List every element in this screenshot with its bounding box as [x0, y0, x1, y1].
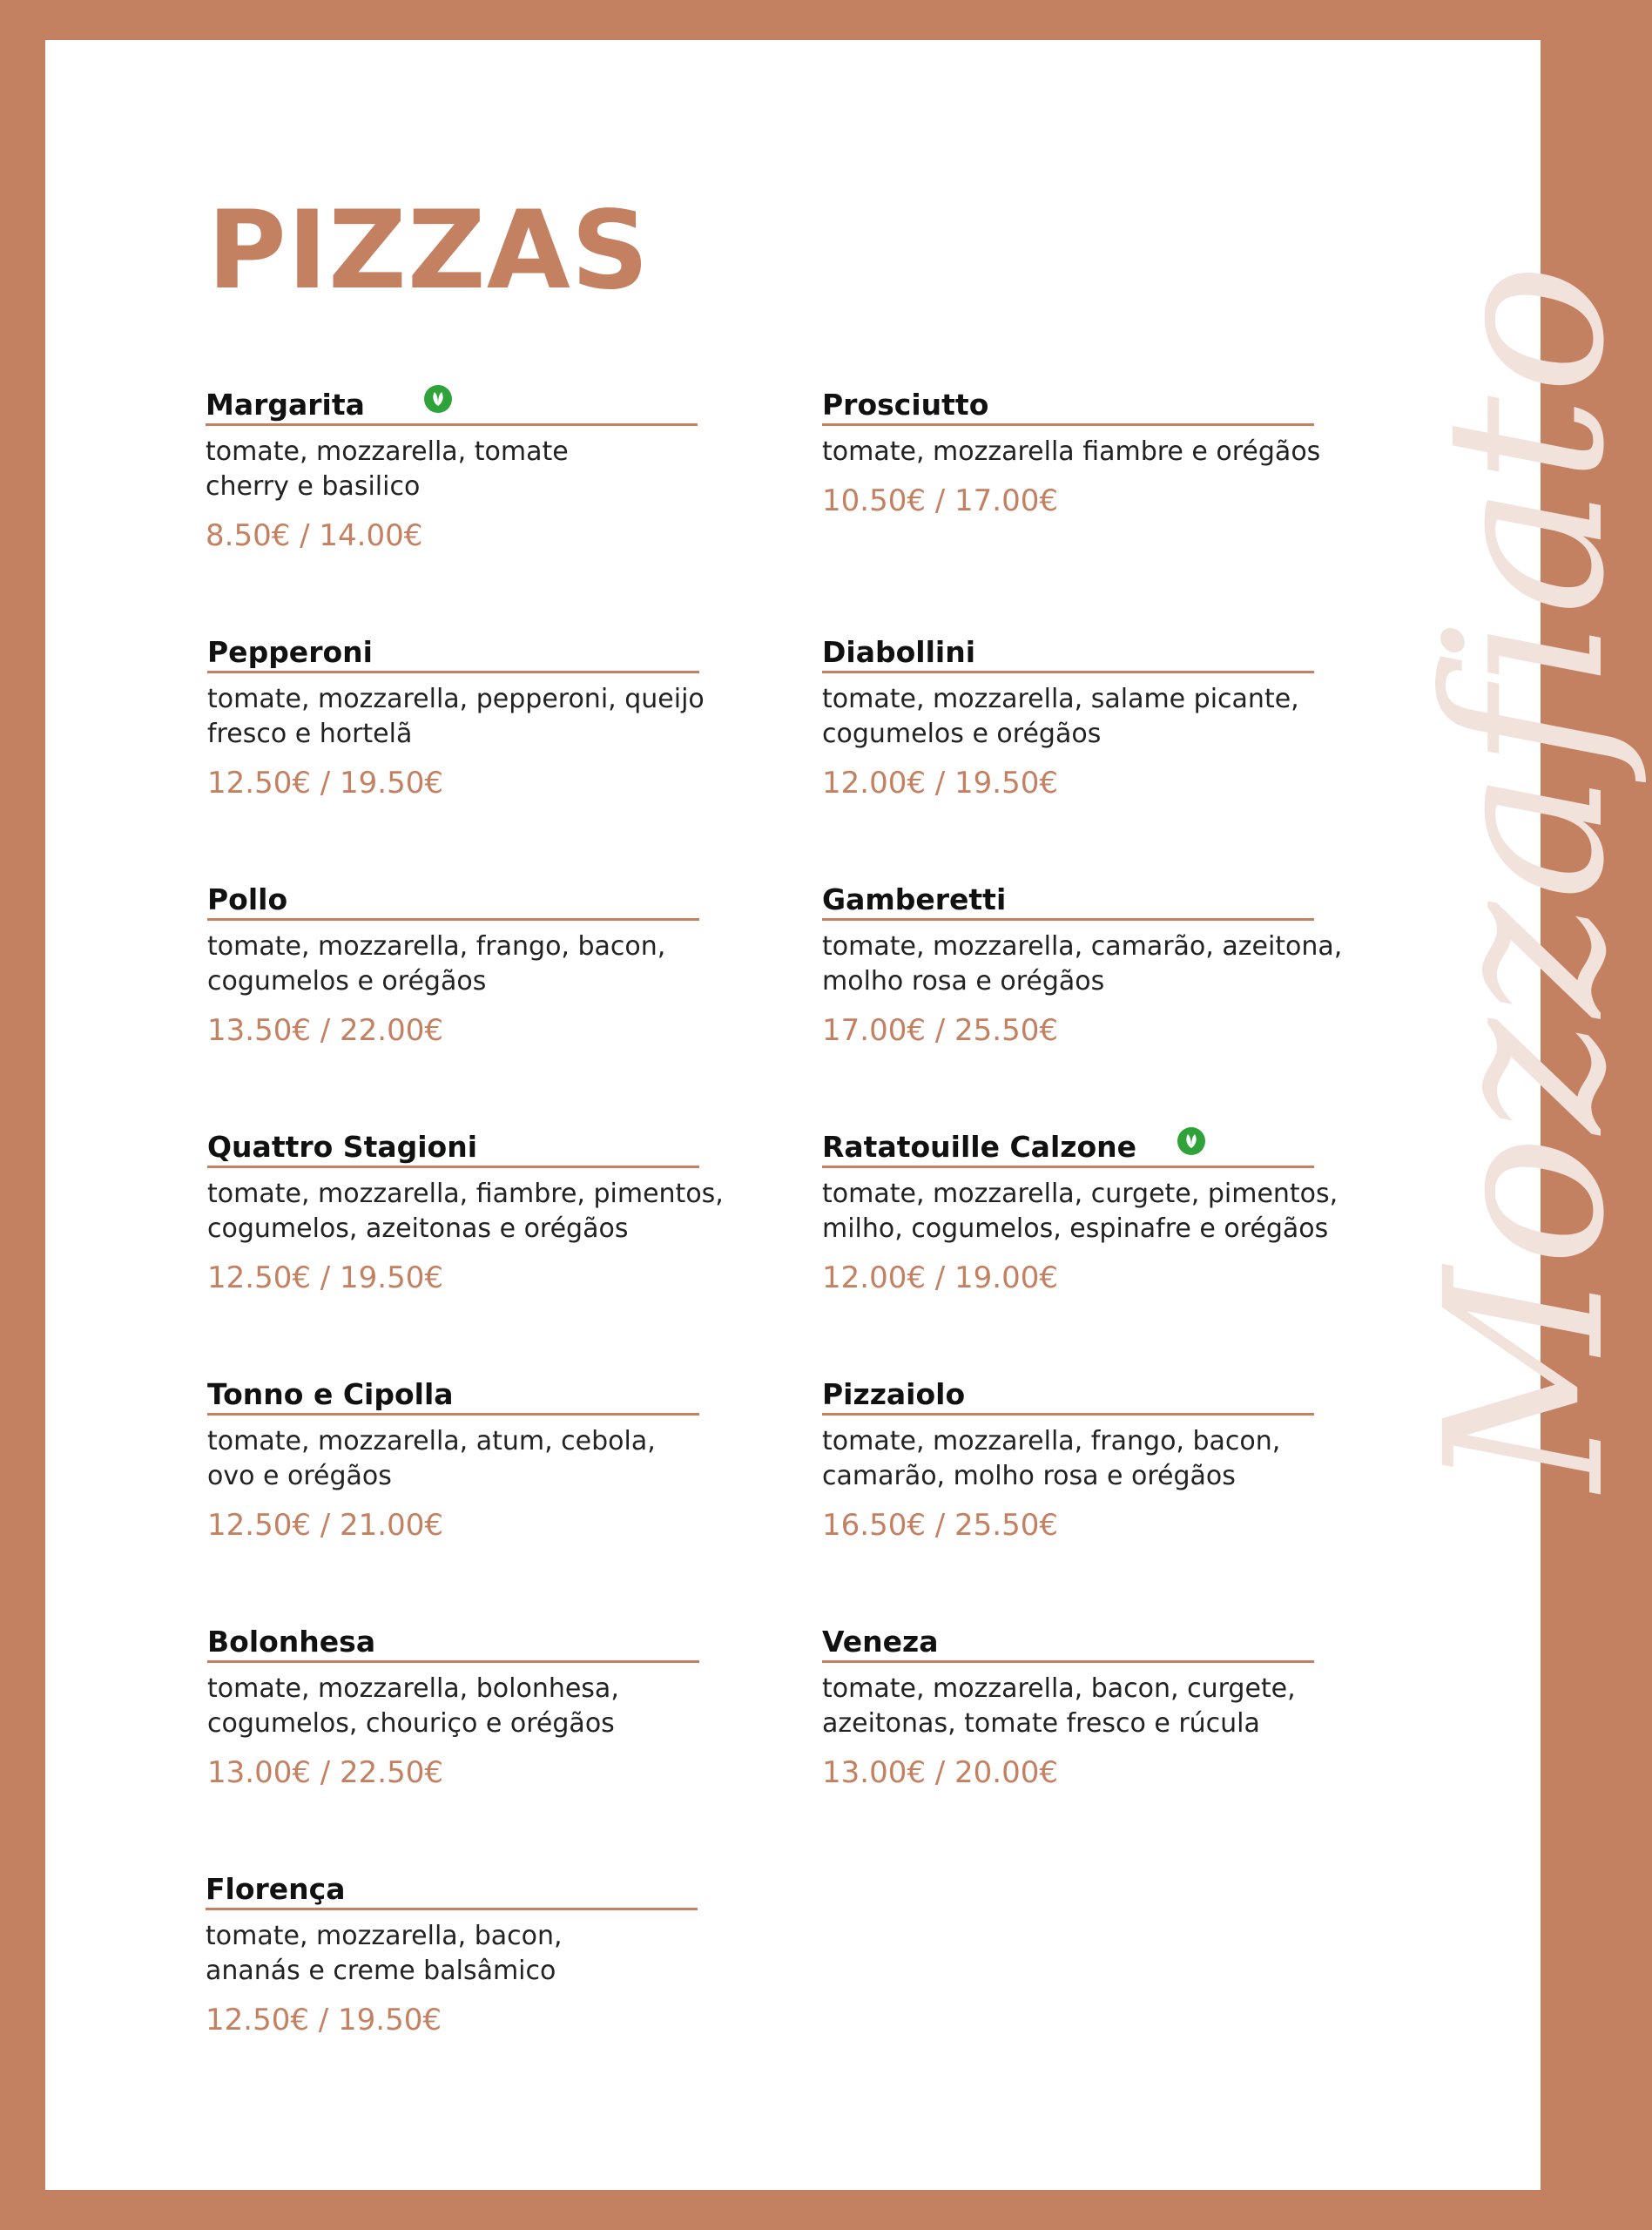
item-header: [207, 1378, 699, 1416]
item-description-line: molho rosa e orégãos: [822, 966, 1105, 997]
item-header: [206, 1873, 698, 1910]
item-name: Pizzaiolo: [822, 1377, 966, 1411]
item-header: [822, 389, 1314, 426]
vegetarian-leaf-icon: [1177, 1127, 1205, 1155]
item-description: [207, 1672, 765, 1741]
menu-item-bolonhesa: [207, 1625, 699, 1790]
item-description-line: tomate, mozzarella, bacon,: [206, 1921, 563, 1951]
menu-item-prosciutto: [822, 388, 1321, 518]
item-header: [822, 1131, 1314, 1168]
item-description-line: tomate, mozzarella fiambre e orégãos: [822, 436, 1321, 467]
item-name: Pollo: [207, 882, 288, 916]
item-header: [207, 1625, 699, 1663]
item-name: Tonno e Cipolla: [207, 1377, 454, 1411]
item-header: [207, 636, 699, 673]
menu-item-margarita: [206, 389, 698, 553]
item-description-line: camarão, molho rosa e orégãos: [822, 1461, 1236, 1491]
item-description: [206, 435, 763, 504]
item-price: 8.50€ / 14.00€: [206, 518, 423, 553]
item-price: 13.00€ / 20.00€: [822, 1755, 1059, 1790]
vegetarian-leaf-icon: [424, 385, 452, 413]
item-description: [822, 1177, 1379, 1247]
menu-item-ratatouille-calzone: [822, 1130, 1338, 1295]
brand-watermark: Mozzafiato: [1399, 261, 1652, 1491]
item-description: [822, 435, 1379, 470]
item-name: Gamberetti: [822, 882, 1007, 916]
item-name: Diabollini: [822, 635, 976, 669]
item-description-line: fresco e hortelã: [207, 719, 413, 749]
item-header: [822, 883, 1314, 921]
item-description-line: tomate, mozzarella, atum, cebola,: [207, 1426, 656, 1456]
item-description-line: ananás e creme balsâmico: [206, 1956, 556, 1986]
item-description-line: cherry e basilico: [206, 471, 421, 502]
item-name: Ratatouille Calzone: [822, 1130, 1137, 1164]
item-description-line: tomate, mozzarella, fiambre, pimentos,: [207, 1179, 724, 1209]
item-price: 16.50€ / 25.50€: [822, 1508, 1059, 1543]
item-description-line: tomate, mozzarella, frango, bacon,: [207, 931, 666, 962]
menu-page: [45, 40, 1652, 2190]
item-description-line: azeitonas, tomate fresco e rúcula: [822, 1708, 1260, 1739]
item-header: [822, 1378, 1314, 1416]
item-price: 13.50€ / 22.00€: [207, 1013, 444, 1048]
item-description: [822, 929, 1379, 999]
item-price: 12.50€ / 19.50€: [207, 766, 444, 801]
item-description-line: tomate, mozzarella, pepperoni, queijo: [207, 684, 705, 714]
item-description-line: tomate, mozzarella, tomate: [206, 436, 569, 467]
item-price: 12.00€ / 19.00€: [822, 1260, 1059, 1295]
page-title: PIZZAS: [207, 188, 651, 314]
item-price: 12.50€ / 19.50€: [207, 1260, 444, 1295]
item-name: Veneza: [822, 1625, 939, 1659]
item-description-line: cogumelos, chouriço e orégãos: [207, 1708, 615, 1739]
menu-item-diabollini: [822, 636, 1314, 801]
item-name: Quattro Stagioni: [207, 1130, 478, 1164]
item-price: 12.00€ / 19.50€: [822, 766, 1059, 801]
item-header: [207, 883, 699, 921]
item-price: 10.50€ / 17.00€: [822, 483, 1059, 518]
item-description: [207, 1424, 765, 1494]
item-description: [822, 1424, 1379, 1494]
item-header: [822, 1625, 1314, 1663]
item-description-line: tomate, mozzarella, curgete, pimentos,: [822, 1179, 1338, 1209]
item-description-line: tomate, mozzarella, bolonhesa,: [207, 1673, 619, 1704]
item-header: [822, 636, 1314, 673]
item-description: [207, 1177, 765, 1247]
item-description-line: tomate, mozzarella, bacon, curgete,: [822, 1673, 1296, 1704]
item-description-line: tomate, mozzarella, camarão, azeitona,: [822, 931, 1343, 962]
item-name: Bolonhesa: [207, 1625, 376, 1659]
item-description-line: milho, cogumelos, espinafre e orégãos: [822, 1213, 1329, 1244]
item-description-line: cogumelos e orégãos: [207, 966, 487, 997]
menu-item-florenca: [206, 1873, 698, 2037]
menu-item-gamberetti: [822, 882, 1343, 1048]
menu-item-pepperoni: [207, 635, 705, 801]
item-description-line: tomate, mozzarella, salame picante,: [822, 684, 1299, 714]
item-description: [207, 682, 765, 752]
menu-item-pizzaiolo: [822, 1378, 1314, 1543]
item-price: 17.00€ / 25.50€: [822, 1013, 1059, 1048]
item-description: [822, 682, 1379, 752]
item-description-line: ovo e orégãos: [207, 1461, 392, 1491]
item-name: Pepperoni: [207, 635, 373, 669]
menu-item-pollo: [207, 883, 699, 1048]
item-description: [206, 1919, 763, 1989]
item-name: Florença: [206, 1872, 346, 1906]
item-name: Margarita: [206, 388, 365, 422]
item-price: 13.00€ / 22.50€: [207, 1755, 444, 1790]
menu-item-tonno-e-cipolla: [207, 1378, 699, 1543]
menu-item-quattro-stagioni: [207, 1130, 724, 1295]
item-description: [207, 929, 765, 999]
item-name: Prosciutto: [822, 388, 989, 422]
item-description-line: cogumelos e orégãos: [822, 719, 1102, 749]
item-price: 12.50€ / 19.50€: [206, 2003, 442, 2037]
item-price: 12.50€ / 21.00€: [207, 1508, 444, 1543]
item-header: [206, 389, 698, 426]
item-description: [822, 1672, 1379, 1741]
item-description-line: tomate, mozzarella, frango, bacon,: [822, 1426, 1281, 1456]
item-header: [207, 1131, 699, 1168]
menu-item-veneza: [822, 1625, 1314, 1790]
item-description-line: cogumelos, azeitonas e orégãos: [207, 1213, 629, 1244]
